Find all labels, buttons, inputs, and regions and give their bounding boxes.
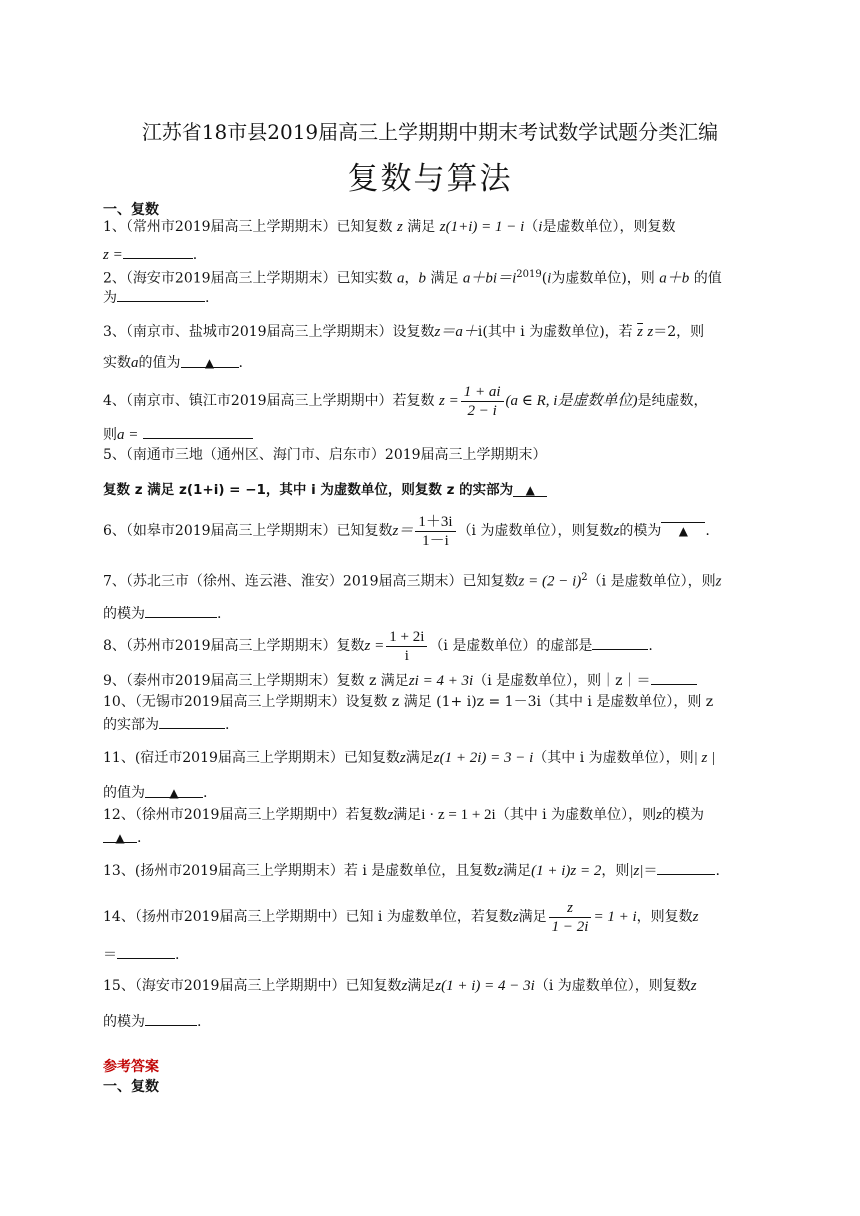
answers-section-complex: 一、复数 [103,1079,159,1095]
answer-blank [592,635,648,650]
answer-blank: ▲ [513,480,547,497]
question-7: 7、（苏北三市（徐州、连云港、淮安）2019届高三期末）已知复数$z = (2 - i)^2(i$ 是虚数单位），则z [103,572,722,590]
question-1: 1、（常州市2019届高三上学期期末）已知复数 z 满足 z(1+i) = 1 − i（i是虚数单位），则复数 [103,219,676,235]
question-12: 12、（徐州市2019届高三上学期期中）若复数z满足i · z = 1 + 2i（其中 i 为虚数单位），则z的模为 [103,807,704,823]
question-9: 9、（泰州市2019届高三上学期期末）复数 z 满足zi = 4 + 3i（i 是虚数单位），则｜z｜＝ [103,670,697,691]
answer-blank: ▲ [661,508,705,523]
fraction: $\frac{1 + 2i}{i}$ [386,628,427,665]
answer-blank: ▲ [145,783,203,798]
question-13: 13、(扬州市2019届高三上学期期末）若 i 是虚数单位，且复数z满足(1 + i)z = 2，则|z|＝ . [103,860,720,881]
answer-blank [651,670,697,685]
fraction: $\frac{z}{1 - 2i}$ [549,899,592,936]
answer-blank [657,860,715,875]
section-heading-complex: 一、复数 [103,202,159,218]
question-7-cont: 的模为 . [103,603,221,624]
answer-blank [145,1011,197,1026]
answer-blank [143,424,253,439]
answer-blank [159,714,225,729]
question-2-cont: 为 . [103,287,209,308]
question-5-body: 复数 z 满足 z(1+i) = −1，其中 i 为虚数单位，则复数 z 的实部为 ▲ [103,480,547,500]
answer-blank [117,287,205,302]
answer-blank: ▲ [103,828,137,843]
question-4-cont: 则a = [103,424,253,445]
question-8: 8、（苏州市2019届高三上学期期末）复数z = $\frac{1 + 2i}{i}$ （i 是虚数单位）的虚部是 . [103,628,653,664]
answer-blank [123,244,193,259]
document-title: 江苏省18市县2019届高三上学期期中期末考试数学试题分类汇编 [141,120,719,144]
question-4: 4、（南京市、镇江市2019届高三上学期期中）若复数 z = $\frac{1 + ai}{2 - i}$ (a ∈ R, i是虚数单位)是纯虚数， [103,383,708,419]
question-11-cont: 的值为 ▲ . [103,785,208,801]
question-1-cont: z = . [103,244,197,265]
question-11: 11、(宿迁市2019届高三上学期期末）已知复数z满足z(1 + 2i) = 3 − i（其中 i 为虚数单位），则| z | [103,750,716,766]
document-subtitle: 复数与算法 [347,161,513,197]
question-10-cont: 的实部为 . [103,714,229,735]
question-3-cont: 实数a的值为 ▲ . [103,355,243,371]
answer-blank [145,603,217,618]
answers-heading: 参考答案 [103,1059,159,1075]
question-14: 14、（扬州市2019届高三上学期期中）已知 i 为虚数单位，若复数z满足 $\frac{z}{1 - 2i}$ = 1 + i，则复数z [103,899,699,935]
question-15: 15、（海安市2019届高三上学期期中）已知复数z满足z(1 + i) = 4 − 3i（i 为虚数单位），则复数z [103,978,697,994]
question-15-cont: 的模为 . [103,1011,201,1032]
fraction: $\frac{1+3i}{1-i}$ [415,513,455,550]
question-2: 2、（海安市2019届高三上学期期末）已知实数 a，b 满足 $a+bi=i^{2019}(i$为虚数单位)，则 a＋b 的值 [103,269,722,287]
question-5: 5、（南通市三地（通州区、海门市、启东市）2019届高三上学期期末） [103,447,547,463]
fraction: $\frac{1 + ai}{2 - i}$ [461,383,504,420]
question-14-cont: ＝ . [103,944,179,965]
question-6: 6、（如皋市2019届高三上学期期末）已知复数z＝ $\frac{1+3i}{1-i}$ （i 为虚数单位），则复数z的模为 ▲ . [103,508,710,554]
question-3: 3、（南京市、盐城市2019届高三上学期期末）设复数z＝a＋i(其中 i 为虚数单位)，若 $\overline{z}$ z＝2，则 [103,324,705,340]
answer-blank: ▲ [181,353,239,368]
question-10: 10、（无锡市2019届高三上学期期末）设复数 z 满足 (1+ i)z = 1－3i（其中 i 是虚数单位），则 z [103,694,714,710]
question-12-cont: ▲ . [103,828,141,848]
answer-blank [117,944,175,959]
